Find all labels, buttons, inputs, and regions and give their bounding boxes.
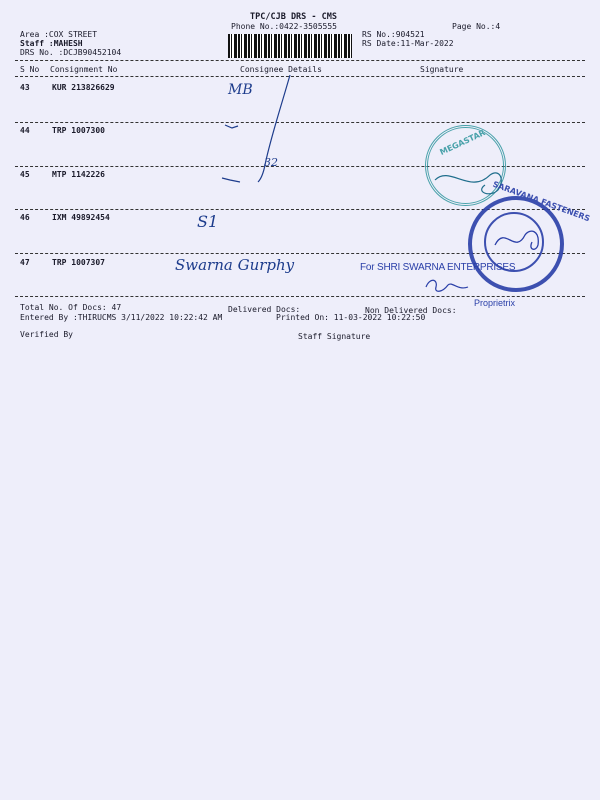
printed-on: Printed On: 11-03-2022 10:22:50 — [276, 313, 426, 322]
row-consignment: KUR 213826629 — [52, 83, 115, 92]
entered-by: Entered By :THIRUCMS 3/11/2022 10:22:42 AM — [20, 313, 223, 322]
row-sno: 45 — [20, 170, 30, 179]
document-title: TPC/CJB DRS - CMS — [250, 12, 337, 22]
row-sno: 47 — [20, 258, 30, 267]
total-docs: Total No. Of Docs: 47 — [20, 303, 122, 312]
handwritten-name-row47: Swarna Gurphy — [175, 256, 295, 274]
row-consignment: MTP 1142226 — [52, 170, 105, 179]
proprietor-label: Proprietrix — [474, 298, 516, 308]
drs-number: DRS No. :DCJB90452104 — [20, 48, 122, 57]
handwritten-initials-row46: S1 — [197, 212, 219, 231]
saravana-stamp-text: SARAVANA FASTENERS — [491, 179, 592, 224]
rs-date: RS Date:11-Mar-2022 — [362, 39, 454, 48]
signature-scribble-row46 — [490, 220, 550, 260]
header-rule — [15, 60, 585, 61]
row-sno: 46 — [20, 213, 30, 222]
staff-label: Staff :MAHESH — [20, 39, 83, 48]
company-seal-text: For SHRI SWARNA ENTERPRISES — [360, 262, 516, 273]
handwritten-mark-row45: 32 — [264, 156, 278, 169]
column-header-consignment: Consignment No — [50, 65, 118, 74]
rs-number: RS No.:904521 — [362, 30, 425, 39]
row-separator — [15, 296, 585, 297]
staff-signature: Staff Signature — [298, 332, 371, 341]
row-consignment: IXM 49892454 — [52, 213, 110, 222]
area-label: Area :COX STREET — [20, 30, 98, 39]
row-consignment: TRP 1007307 — [52, 258, 105, 267]
column-header-sno: S No — [20, 65, 40, 74]
barcode — [228, 34, 352, 58]
row-consignment: TRP 1007300 — [52, 126, 105, 135]
page-number: Page No.:4 — [452, 22, 501, 31]
non-delivered-docs: Non Delivered Docs: — [365, 306, 457, 315]
megastar-stamp-text: MEGASTAR — [438, 128, 487, 157]
phone-number: Phone No.:0422-3505555 — [231, 22, 337, 31]
row-sno: 44 — [20, 126, 30, 135]
column-header-signature: Signature — [420, 65, 464, 74]
row-sno: 43 — [20, 83, 30, 92]
proprietor-signature — [422, 275, 472, 297]
verified-by: Verified By — [20, 330, 73, 339]
handwritten-initials-row43: MB — [228, 82, 253, 98]
delivered-docs: Delivered Docs: — [228, 305, 301, 314]
column-header-consignee: Consignee Details — [240, 65, 322, 74]
